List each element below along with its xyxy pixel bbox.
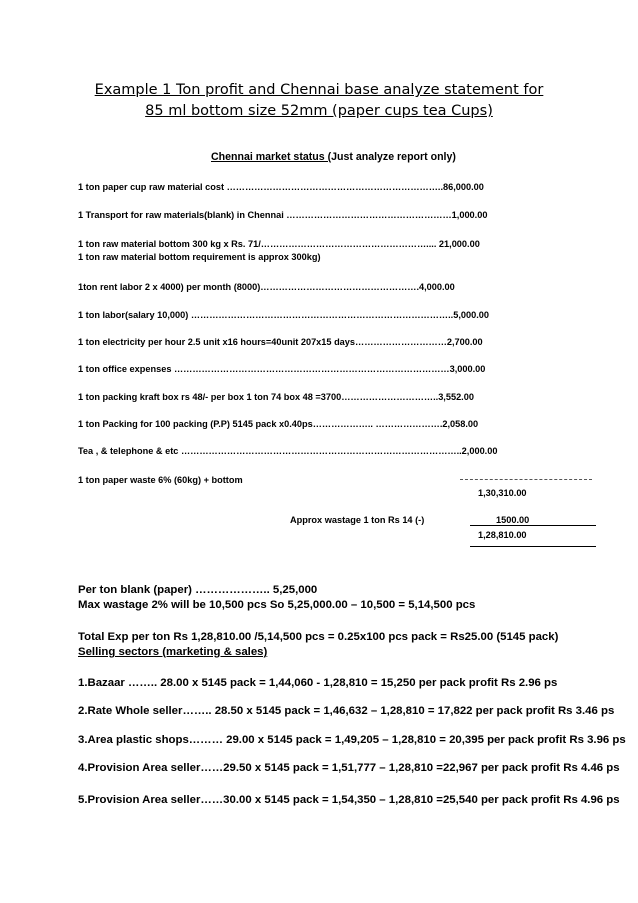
sector-rate-whole-seller: 2.Rate Whole seller…….. 28.50 x 5145 pack = 1,46,632 – 1,28,810 = 17,822 per pack profit Rs 3.46 ps — [78, 705, 615, 717]
selling-sectors-heading: Selling sectors (marketing & sales) — [78, 646, 268, 658]
max-wastage: Max wastage 2% will be 10,500 pcs So 5,25,000.00 – 10,500 = 5,14,500 pcs — [78, 599, 476, 611]
cost-line-tea-telephone: Tea , & telephone & etc ………………………………………………………………………………..2,000.00 — [78, 446, 498, 456]
cost-note-bottom: 1 ton raw material bottom requirement is approx 300kg) — [78, 252, 321, 262]
cost-line-paper-waste: 1 ton paper waste 6% (60kg) + bottom — [78, 475, 243, 485]
page-title-line2: 85 ml bottom size 52mm (paper cups tea Cups) — [145, 103, 493, 119]
net-total-underline — [470, 546, 596, 547]
subtotal-divider — [460, 479, 592, 480]
sector-bazaar: 1.Bazaar …….. 28.00 x 5145 pack = 1,44,060 - 1,28,810 = 15,250 per pack profit Rs 2.96 ps — [78, 677, 558, 689]
cost-line-rent: 1ton rent labor 2 x 4000) per month (8000)…………………………………………….4,000.00 — [78, 282, 455, 292]
wastage-label: Approx wastage 1 ton Rs 14 (-) — [290, 515, 425, 525]
cost-line-kraft-box: 1 ton packing kraft box rs 48/- per box 1 ton 74 box 48 =3700…………………………..3,552.00 — [78, 392, 474, 402]
subtotal-value: 1,30,310.00 — [478, 488, 527, 498]
market-status-note: Just analyze report only) — [331, 151, 456, 163]
cost-line-raw-material: 1 ton paper cup raw material cost ……………………………………………………………..86,000.00 — [78, 182, 484, 192]
market-status-heading — [211, 151, 456, 163]
sector-provision-area-seller-2: 5.Provision Area seller……30.00 x 5145 pack = 1,54,350 – 1,28,810 =25,540 per pack profit Rs 4.96 ps — [78, 794, 620, 806]
cost-line-bottom: 1 ton raw material bottom 300 kg x Rs. 71/……………………………………………….... 21,000.00 — [78, 239, 480, 249]
total-expense: Total Exp per ton Rs 1,28,810.00 /5,14,500 pcs = 0.25x100 pcs pack = Rs25.00 (5145 pack) — [78, 631, 559, 643]
wastage-underline — [470, 525, 596, 526]
cost-line-transport: 1 Transport for raw materials(blank) in Chennai ………………………………………………1,000.00 — [78, 210, 488, 220]
sector-provision-area-seller-1: 4.Provision Area seller……29.50 x 5145 pack = 1,51,777 – 1,28,810 =22,967 per pack profit Rs 4.46 ps — [78, 762, 620, 774]
cost-line-office: 1 ton office expenses ………………………………………………………………………………3,000.00 — [78, 364, 486, 374]
market-status-label: Chennai market status ( — [211, 151, 332, 163]
per-ton-blank: Per ton blank (paper) ……………….. 5,25,000 — [78, 584, 318, 596]
cost-line-packing: 1 ton Packing for 100 packing (P.P) 5145 pack x0.40ps……………….. ………………….2,058.00 — [78, 419, 479, 429]
sector-area-plastic-shops: 3.Area plastic shops……… 29.00 x 5145 pack = 1,49,205 – 1,28,810 = 20,395 per pack profit Rs 3.96 ps — [78, 734, 626, 746]
wastage-value: 1500.00 — [496, 515, 530, 525]
net-total-value: 1,28,810.00 — [478, 530, 527, 540]
cost-line-electricity: 1 ton electricity per hour 2.5 unit x16 hours=40unit 207x15 days…………………………2,700.00 — [78, 337, 483, 347]
cost-line-labor: 1 ton labor(salary 10,000) …………………………………………………………………………..5,000.00 — [78, 310, 489, 320]
page-title: Example 1 Ton profit and Chennai base analyze statement for — [94, 82, 544, 98]
